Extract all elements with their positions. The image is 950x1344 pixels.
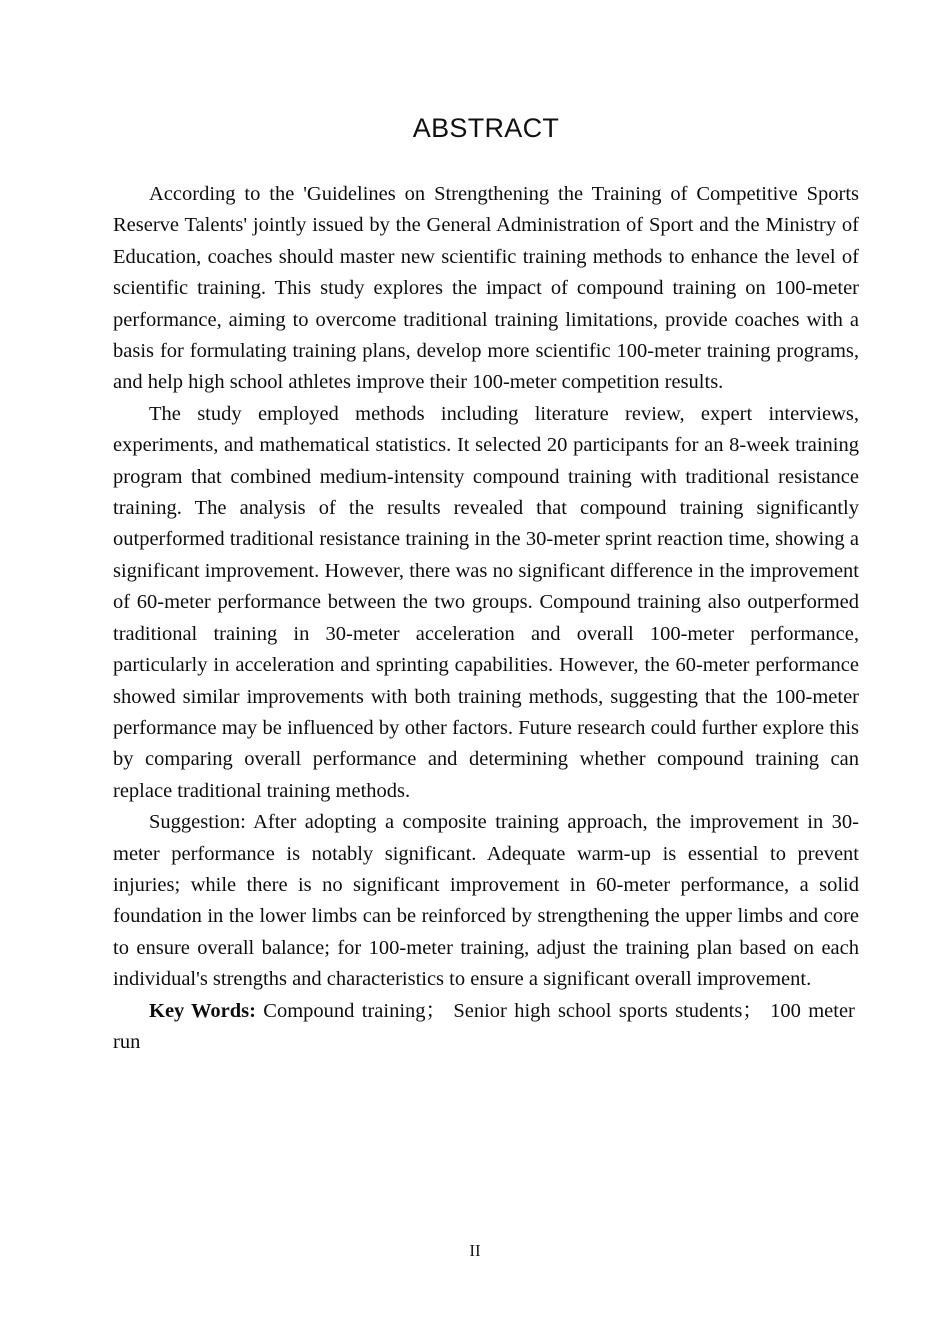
paragraph-intro: According to the 'Guidelines on Strengthening the Training of Competitive Sports Reserve Talents' jointly issued by the General Administration of Sport and the Ministry of Education, coaches should master new scientific training methods to enhance the level of scientific training. This study explores the impact of compound training on 100-meter performance, aiming to overcome traditional training limitations, provide coaches with a basis for formulating training plans, develop more scientific 100-meter training programs, and help high school athletes improve their 100-meter competition results. bbox=[113, 183, 859, 394]
keywords-line bbox=[113, 996, 859, 1059]
page-number: II bbox=[469, 1241, 481, 1260]
page-title: ABSTRACT bbox=[412, 113, 560, 143]
keywords-label: Key Words: bbox=[149, 999, 256, 1022]
paragraph-suggestion: Suggestion: After adopting a composite training approach, the improvement in 30-meter performance is notably significant. Adequate warm-up is essential to prevent injuries; while there is no significant improvement in 60-meter performance, a solid foundation in the lower limbs can be reinforced by strengthening the upper limbs and core to ensure overall balance; for 100-meter training, adjust the training plan based on each individual's strengths and characteristics to ensure a significant overall improvement. bbox=[113, 811, 859, 991]
abstract-body bbox=[113, 179, 859, 1058]
paragraph-methods-results: The study employed methods including literature review, expert interviews, experiments, and mathematical statistics. It selected 20 participants for an 8-week training program that combined medium-intensity compound training with traditional resistance training. The analysis of the results revealed that compound training significantly outperformed traditional resistance training in the 30-meter sprint reaction time, showing a significant improvement. However, there was no significant difference in the improvement of 60-meter performance between the two groups. Compound training also outperformed traditional training in 30-meter acceleration and overall 100-meter performance, particularly in acceleration and sprinting capabilities. However, the 60-meter performance showed similar improvements with both training methods, suggesting that the 100-meter performance may be influenced by other factors. Future research could further explore this by comparing overall performance and determining whether compound training can replace traditional training methods. bbox=[113, 402, 859, 802]
keywords-values: Compound training； Senior high school sports students； 100 meter run bbox=[113, 999, 855, 1053]
